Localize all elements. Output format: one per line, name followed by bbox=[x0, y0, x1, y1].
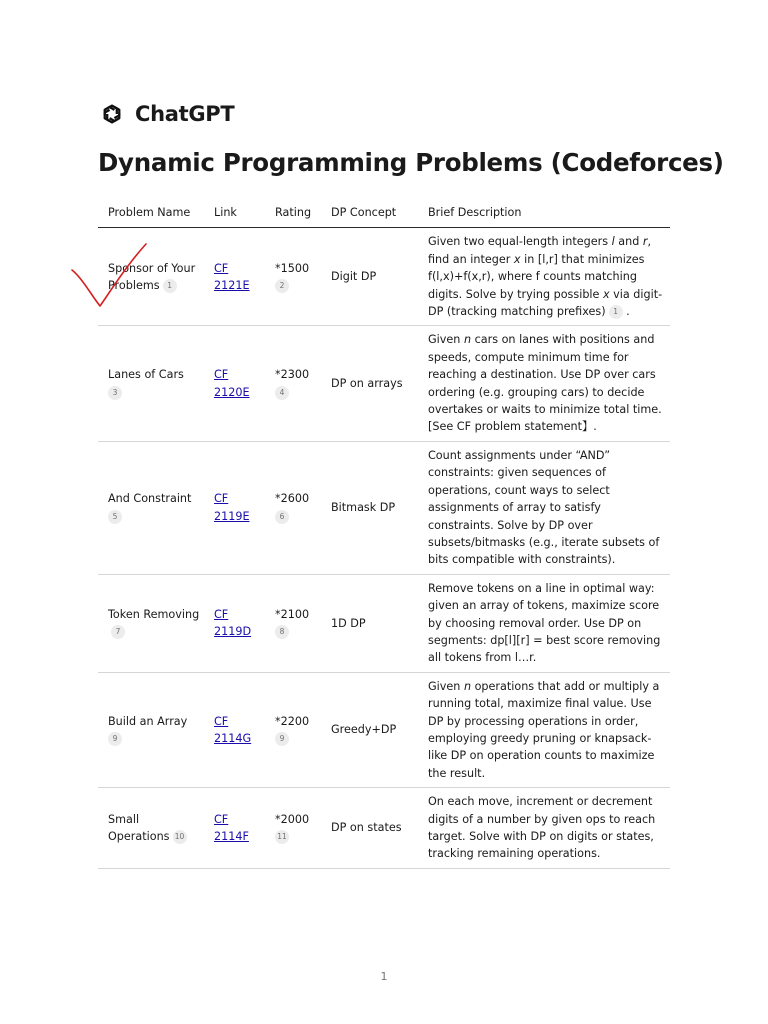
description: On each move, increment or decrement digits of a number by given ops to reach target. Solve with DP on digits or states, tracking remaining operations. bbox=[424, 788, 670, 869]
header-dp-concept: DP Concept bbox=[321, 198, 424, 228]
citation-badge[interactable]: 1 bbox=[609, 305, 623, 319]
rating-cell bbox=[265, 441, 321, 574]
citation-badge[interactable]: 8 bbox=[275, 625, 289, 639]
problem-name-cell bbox=[98, 326, 204, 441]
table-row bbox=[98, 788, 670, 869]
table-row bbox=[98, 441, 670, 574]
link-cell bbox=[204, 788, 265, 869]
header-problem-name: Problem Name bbox=[98, 198, 204, 228]
description: Remove tokens on a line in optimal way: given an array of tokens, maximize score by choosing removal order. Use DP on segments: dp[l][r] = best score removing all tokens from l…r. bbox=[424, 574, 670, 672]
rating-cell bbox=[265, 326, 321, 441]
link-cell bbox=[204, 574, 265, 672]
header-link: Link bbox=[204, 198, 265, 228]
rating-value: *2100 bbox=[275, 607, 310, 621]
link-cell bbox=[204, 441, 265, 574]
citation-badge[interactable]: 5 bbox=[108, 510, 122, 524]
dp-concept: Greedy+DP bbox=[321, 672, 424, 787]
checkmark-stroke bbox=[72, 244, 146, 306]
dp-concept: Bitmask DP bbox=[321, 441, 424, 574]
problem-name-cell bbox=[98, 788, 204, 869]
rating-value: *1500 bbox=[275, 261, 310, 275]
dp-concept: DP on arrays bbox=[321, 326, 424, 441]
problem-name: Sponsor of Your Problems bbox=[108, 261, 196, 292]
page-number: 1 bbox=[380, 970, 388, 983]
citation-badge[interactable]: 9 bbox=[108, 732, 122, 746]
citation-badge[interactable]: 7 bbox=[111, 625, 125, 639]
problem-link[interactable]: CF 2120E bbox=[214, 368, 250, 399]
citation-badge[interactable]: 2 bbox=[275, 279, 289, 293]
table-row bbox=[98, 326, 670, 441]
citation-badge[interactable]: 6 bbox=[275, 510, 289, 524]
rating-cell bbox=[265, 672, 321, 787]
citation-badge[interactable]: 10 bbox=[173, 830, 187, 844]
link-cell bbox=[204, 326, 265, 441]
problem-link[interactable]: CF 2121E bbox=[214, 261, 250, 292]
description: Count assignments under “AND” constraints: given sequences of operations, count ways to select assignments of array to satisfy constraints. Solve by DP over subsets/bitmasks (e.g., iterate subsets of bits compatible with constraints). bbox=[424, 441, 670, 574]
page-title: Dynamic Programming Problems (Codeforces) bbox=[98, 148, 724, 177]
brand bbox=[98, 100, 234, 128]
rating-value: *2200 bbox=[275, 714, 310, 728]
problem-link[interactable]: CF 2114F bbox=[214, 812, 249, 843]
problem-name-cell bbox=[98, 441, 204, 574]
description: Given n operations that add or multiply a running total, maximize final value. Use DP by processing operations in order, employing greedy pruning or knapsack-like DP on operation counts to maximize the result. bbox=[424, 672, 670, 787]
table-row bbox=[98, 672, 670, 787]
problem-link[interactable]: CF 2114G bbox=[214, 714, 252, 745]
dp-concept: DP on states bbox=[321, 788, 424, 869]
rating-value: *2600 bbox=[275, 492, 310, 506]
citation-badge[interactable]: 4 bbox=[275, 386, 289, 400]
citation-badge[interactable]: 1 bbox=[163, 279, 177, 293]
dp-problems-table bbox=[98, 198, 670, 869]
dp-concept: 1D DP bbox=[321, 574, 424, 672]
rating-cell bbox=[265, 574, 321, 672]
table-row bbox=[98, 574, 670, 672]
link-cell bbox=[204, 228, 265, 326]
rating-value: *2300 bbox=[275, 368, 310, 382]
brand-name: ChatGPT bbox=[135, 102, 235, 126]
red-checkmark-annotation bbox=[70, 238, 152, 312]
problem-name: Token Removing bbox=[108, 607, 200, 621]
openai-knot-icon bbox=[98, 100, 126, 128]
link-cell bbox=[204, 672, 265, 787]
table-row bbox=[98, 228, 670, 326]
rating-cell bbox=[265, 788, 321, 869]
header-brief-description: Brief Description bbox=[424, 198, 670, 228]
problem-name: Lanes of Cars bbox=[108, 368, 184, 382]
problem-link[interactable]: CF 2119D bbox=[214, 607, 252, 639]
citation-badge[interactable]: 3 bbox=[108, 386, 122, 400]
description: Given two equal-length integers l and r, find an integer x in [l,r] that minimizes f(l,x)+f(x,r), where f counts matching digits. Solve by trying possible x via digit-DP (tracking matching prefixes) 1 . bbox=[424, 228, 670, 326]
problem-name: Build an Array bbox=[108, 714, 188, 728]
problem-name-cell bbox=[98, 574, 204, 672]
rating-cell bbox=[265, 228, 321, 326]
problem-link[interactable]: CF 2119E bbox=[214, 492, 250, 523]
description: Given n cars on lanes with positions and speeds, compute minimum time for reaching a destination. Use DP over cars ordering (e.g. grouping cars) to decide overtakes or waits to minimize total time. [See CF problem statement】. bbox=[424, 326, 670, 441]
table-header-row bbox=[98, 198, 670, 228]
problem-name-cell bbox=[98, 672, 204, 787]
problem-name: Small Operations bbox=[108, 812, 170, 843]
header-rating: Rating bbox=[265, 198, 321, 228]
citation-badge[interactable]: 9 bbox=[275, 732, 289, 746]
rating-value: *2000 bbox=[275, 812, 310, 826]
dp-concept: Digit DP bbox=[321, 228, 424, 326]
citation-badge[interactable]: 11 bbox=[275, 830, 289, 844]
problem-name: And Constraint bbox=[108, 492, 192, 506]
